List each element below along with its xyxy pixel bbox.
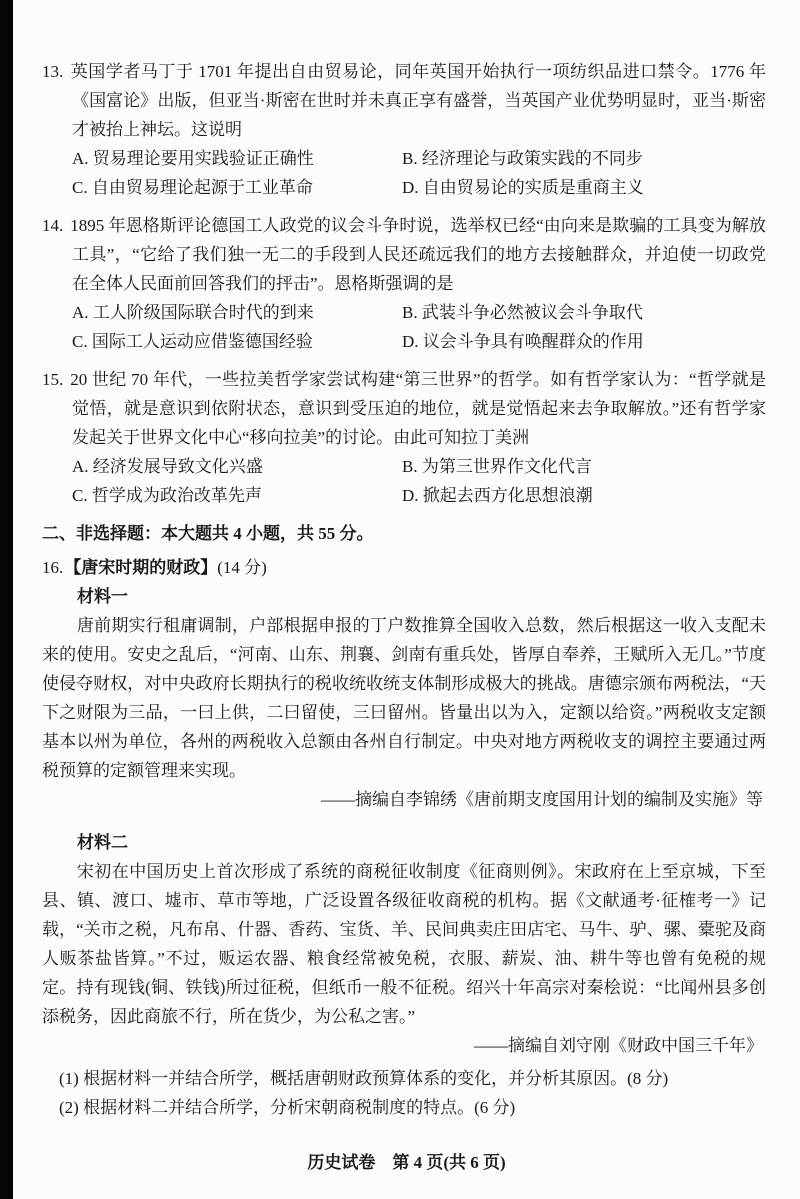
question-15-number: 15. [42, 370, 64, 389]
material-1-label: 材料一 [77, 587, 128, 606]
question-14-option-b: B. 武装斗争必然被议会斗争取代 [402, 303, 643, 322]
question-15 [42, 365, 766, 510]
exam-page-content [42, 57, 766, 1122]
question-13-number: 13. [42, 62, 64, 81]
material-2-label: 材料二 [77, 833, 128, 852]
page-footer [13, 1148, 800, 1177]
page-footer-text: 历史试卷 第 4 页(共 6 页) [307, 1153, 506, 1172]
question-15-options [42, 452, 766, 510]
material-1-text: 唐前期实行租庸调制，户部根据申报的丁户数推算全国收入总数，然后根据这一收入支配未来的使用。安史之乱后，“河南、山东、荆襄、剑南有重兵处，皆厚自奉养，王赋所入无几。”节度使侵夺财权，对中央政府长期执行的税收统收统支体制形成极大的挑战。唐德宗颁布两税法，“天下之财限为三品，一曰上供，二曰留使，三曰留州。皆量出以为入，定额以给资。”两税收支定额基本以州为单位，各州的两税收入总额由各州自行制定。中央对地方两税收支的调控主要通过两税预算的定额管理来实现。 [42, 616, 766, 780]
question-14-option-d: D. 议会斗争具有唤醒群众的作用 [402, 332, 644, 351]
question-14-option-c: C. 国际工人运动应借鉴德国经验 [72, 332, 313, 351]
question-13-stem: 英国学者马丁于 1701 年提出自由贸易论，同年英国开始执行一项纺织品进口禁令。1776 年《国富论》出版，但亚当·斯密在世时并未真正享有盛誉，当英国产业优势明显时，亚当·斯密才被抬上神坛。这说明 [70, 62, 766, 139]
question-15-option-c: C. 哲学成为政治改革先声 [72, 486, 262, 505]
material-2-source: ——摘编自刘守刚《财政中国三千年》 [474, 1036, 763, 1055]
question-16-score: (14 分) [217, 558, 267, 577]
question-14-stem: 1895 年恩格斯评论德国工人政党的议会斗争时说，选举权已经“由向来是欺骗的工具变为解放工具”，“它给了我们独一无二的手段到人民还疏远我们的地方去接触群众，并迫使一切政党在全体人民面前回答我们的抨击”。恩格斯强调的是 [70, 216, 766, 293]
question-14-stem-line [42, 211, 766, 298]
question-14 [42, 211, 766, 356]
question-15-option-d: D. 掀起去西方化思想浪潮 [402, 486, 593, 505]
material-2-text: 宋初在中国历史上首次形成了系统的商税征收制度《征商则例》。宋政府在上至京城，下至县、镇、渡口、墟市、草市等地，广泛设置各级征收商税的机构。据《文献通考·征榷考一》记载，“关市之税，凡布帛、什器、香药、宝货、羊、民间典卖庄田店宅、马牛、驴、骡、橐驼及商人贩茶盐皆算。”不过，贩运农器、粮食经常被免税，衣服、薪炭、油、耕牛等也曾有免税的规定。持有现钱(铜、铁钱)所过征税，但纸币一般不征税。绍兴十年高宗对秦桧说：“比闻州县多创添税务，因此商旅不行，所在货少，为公私之害。” [42, 862, 766, 1026]
question-16-title: 【唐宋时期的财政】 [64, 558, 218, 577]
question-13-option-a: A. 贸易理论要用实践验证正确性 [72, 149, 314, 168]
question-15-stem: 20 世纪 70 年代，一些拉美哲学家尝试构建“第三世界”的哲学。如有哲学家认为：“哲学就是觉悟，就是意识到依附状态，意识到受压迫的地位，就是觉悟起来去争取解放。”还有哲学家发起关于世界文化中心“移向拉美”的讨论。由此可知拉丁美洲 [70, 370, 766, 447]
question-13-option-c: C. 自由贸易理论起源于工业革命 [72, 178, 313, 197]
scan-edge-bar [0, 0, 13, 1199]
question-16-subquestion-2: (2) 根据材料二并结合所学，分析宋朝商税制度的特点。(6 分) [59, 1098, 516, 1117]
question-13 [42, 57, 766, 202]
question-13-options [42, 144, 766, 202]
question-16 [42, 553, 766, 1122]
question-15-stem-line [42, 365, 766, 452]
question-16-heading [42, 553, 766, 582]
question-13-stem-line [42, 57, 766, 144]
section-2-header: 二、非选择题：本大题共 4 小题，共 55 分。 [42, 524, 374, 543]
question-15-option-a: A. 经济发展导致文化兴盛 [72, 457, 263, 476]
material-1-source: ——摘编自李锦绣《唐前期支度国用计划的编制及实施》等 [321, 790, 763, 809]
question-14-options [42, 298, 766, 356]
question-14-option-a: A. 工人阶级国际联合时代的到来 [72, 303, 314, 322]
question-16-subquestion-1: (1) 根据材料一并结合所学，概括唐朝财政预算体系的变化，并分析其原因。(8 分) [59, 1069, 669, 1088]
question-16-number: 16. [42, 558, 64, 577]
question-14-number: 14. [42, 216, 64, 235]
question-15-option-b: B. 为第三世界作文化代言 [402, 457, 592, 476]
question-13-option-b: B. 经济理论与政策实践的不同步 [402, 149, 643, 168]
question-13-option-d: D. 自由贸易论的实质是重商主义 [402, 178, 644, 197]
